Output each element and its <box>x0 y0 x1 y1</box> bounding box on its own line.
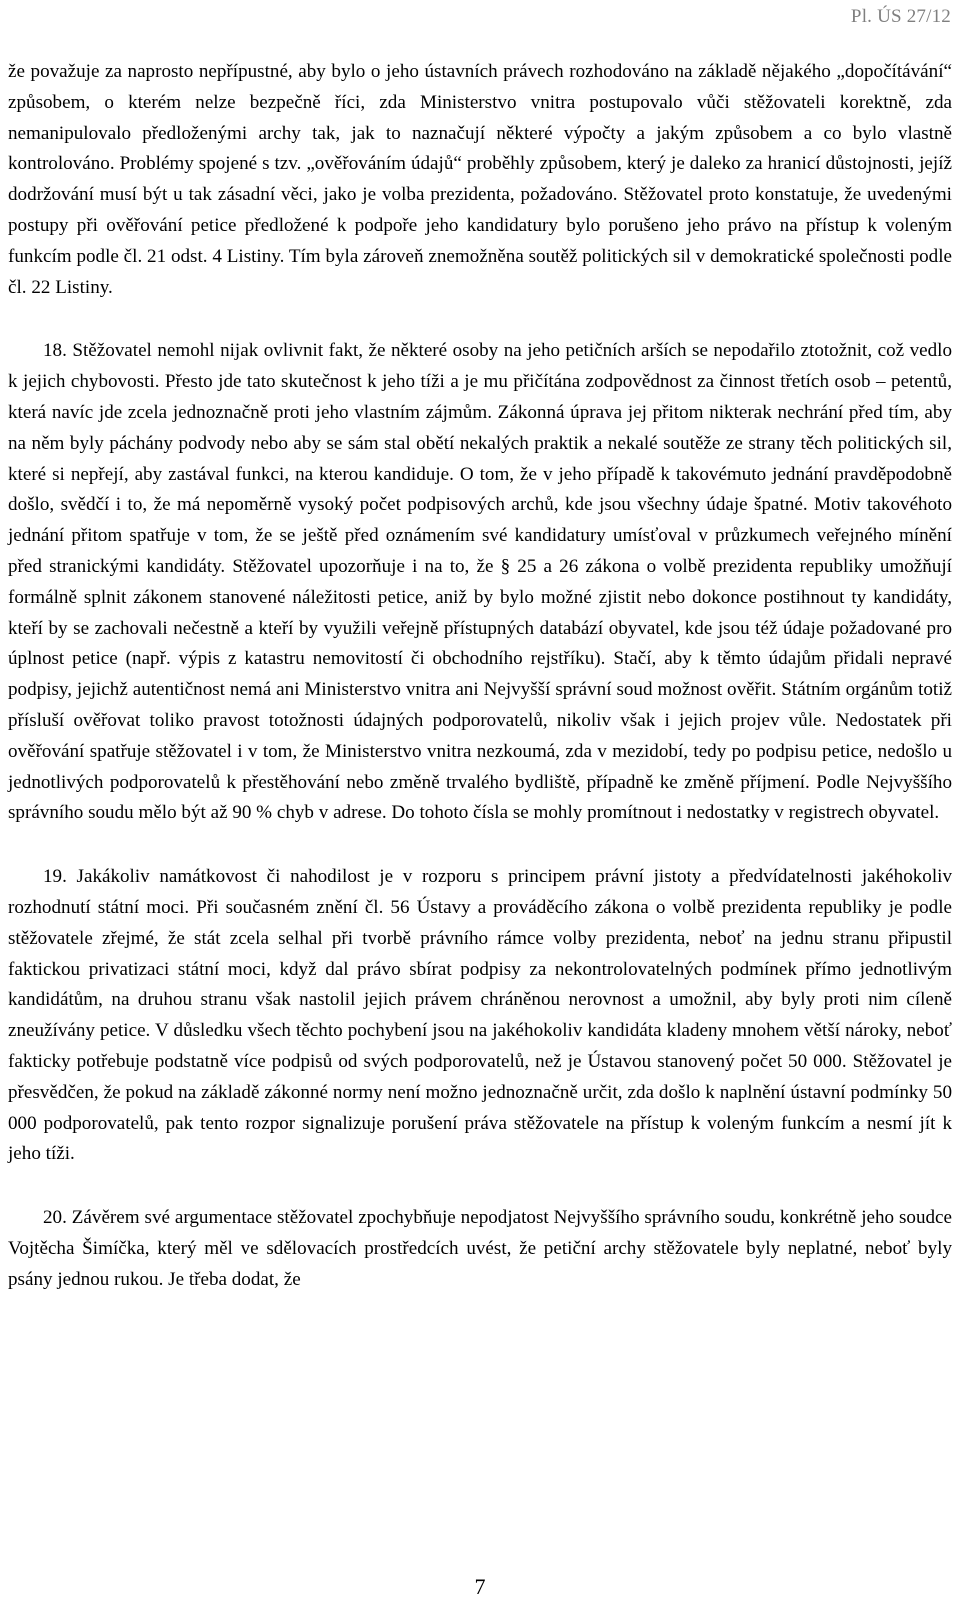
paragraph-18: 18. Stěžovatel nemohl nijak ovlivnit fakt, že některé osoby na jeho petičních arších se nepodařilo ztotožnit, což vedlo k jejich chybovosti. Přesto jde tato skutečnost k jeho tíži a je mu přičítána zodpovědnost za činnost třetích osob – petentů, která navíc jde zcela jednoznačně proti jeho vlastním zájmům. Zákonná úprava jej přitom nikterak nechrání před tím, aby na něm byly páchány podvody nebo aby se sám stal obětí nekalých praktik a nekalé soutěže ze strany těch politických sil, které si nepřejí, aby zastával funkci, na kterou kandiduje. O tom, že v jeho případě k takovémuto jednání pravděpodobně došlo, svědčí i to, že má nepoměrně vysoký počet podpisových archů, kde jsou všechny údaje špatné. Motiv takovéhoto jednání přitom spatřuje v tom, že se ještě před oznámením své kandidatury umísťoval v průzkumech veřejného mínění před stranickými kandidáty. Stěžovatel upozorňuje i na to, že § 25 a 26 zákona o volbě prezidenta republiky umožňují formálně splnit zákonem stanovené náležitosti petice, aniž by bylo možné zjistit nebo dokonce postihnout ty kandidáty, kteří by se zachovali nečestně a kteří by využili veřejně přístupných databází obyvatel, kde jsou též údaje požadované pro úplnost petice (např. výpis z katastru nemovitostí či obchodního rejstříku). Stačí, aby k těmto údajům přidali nepravé podpisy, jejichž autentičnost nemá ani Ministerstvo vnitra ani Nejvyšší správní soud možnost ověřit. Státním orgánům totiž přísluší ověřovat toliko pravost totožnosti údajných podporovatelů, nikoliv však i jejich projev vůle. Nedostatek při ověřování spatřuje stěžovatel i v tom, že Ministerstvo vnitra nezkoumá, zda v mezidobí, tedy po podpisu petice, nedošlo u jednotlivých podporovatelů k přestěhování nebo změně trvalého bydliště, případně ke změně příjmení. Podle Nejvyššího správního soudu mělo být až 90 % chyb v adrese. Do tohoto čísla se mohly promítnout i nedostatky v registrech obyvatel. <box>8 340 952 824</box>
page-number: 7 <box>474 1574 486 1599</box>
paragraph-continuation: že považuje za naprosto nepřípustné, aby bylo o jeho ústavních právech rozhodováno na základě nějakého „dopočítávání“ způsobem, o kterém nelze bezpečně říci, zda Ministerstvo vnitra postupovalo vůči stěžovateli korektně, zda nemanipulovalo předloženými archy tak, jak to naznačují některé výpočty a jakým způsobem a co bylo vlastně kontrolováno. Problémy spojené s tzv. „ověřováním údajů“ proběhly způsobem, který je daleko za hranicí důstojnosti, jejíž dodržování musí být u tak zásadní věci, jako je volba prezidenta, požadováno. Stěžovatel proto konstatuje, že uvedenými postupy při ověřování petice předložené k podpoře jeho kandidatury bylo porušeno jeho právo na přístup k voleným funkcím podle čl. 21 odst. 4 Listiny. Tím byla zároveň znemožněna soutěž politických sil v demokratické společnosti podle čl. 22 Listiny. <box>8 61 952 298</box>
paragraph-spacer <box>8 1170 952 1203</box>
paragraph-spacer <box>8 829 952 862</box>
paragraph-20: 20. Závěrem své argumentace stěžovatel zpochybňuje nepodjatost Nejvyššího správního soudu, konkrétně jeho soudce Vojtěcha Šimíčka, který měl ve sdělovacích prostředcích uvést, že petiční archy stěžovatele byly neplatné, neboť byly psány jednou rukou. Je třeba dodat, že <box>8 1207 952 1290</box>
paragraph-spacer <box>8 303 952 336</box>
document-body <box>8 57 952 1295</box>
case-number-header: Pl. ÚS 27/12 <box>850 6 951 27</box>
paragraph-19: 19. Jakákoliv namátkovost či nahodilost je v rozporu s principem právní jistoty a předvídatelnosti jakéhokoliv rozhodnutí státní moci. Při současném znění čl. 56 Ústavy a prováděcího zákona o volbě prezidenta republiky je podle stěžovatele zřejmé, že stát zcela selhal při tvorbě právního rámce volby prezidenta, neboť na jednu stranu připustil faktickou privatizaci státní moci, když dal právo sbírat podpisy za nekontrolovatelných podmínek přímo jednotlivým kandidátům, na druhou stranu však nastolil jejich právem chráněnou nerovnost a umožnil, aby byly proti nim cíleně zneužívány petice. V důsledku všech těchto pochybení jsou na jakéhokoliv kandidáta kladeny mnohem větší nároky, neboť fakticky potřebuje podstatně více podpisů od svých podporovatelů, než je Ústavou stanovený počet 50 000. Stěžovatel je přesvědčen, že pokud na základě zákonné normy není možno jednoznačně určit, zda došlo k naplnění ústavní podmínky 50 000 podporovatelů, pak tento rozpor signalizuje porušení práva stěžovatele na přístup k voleným funkcím a nesmí jít k jeho tíži. <box>8 866 952 1165</box>
